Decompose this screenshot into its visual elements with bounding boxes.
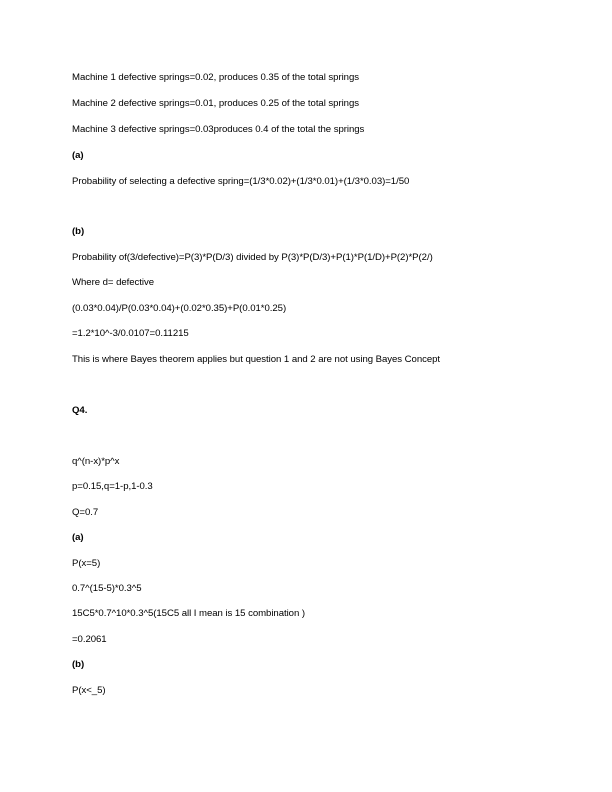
text-line-p-x-equals-5: P(x=5) — [72, 558, 101, 569]
text-line-conditional-probability: Probability of(3/defective)=P(3)*P(D/3) divided by P(3)*P(D/3)+P(1)*P(1/D)+P(2)*P(2/) — [72, 252, 433, 263]
text-line-p-q-values: p=0.15,q=1-p,1-0.3 — [72, 481, 153, 492]
heading-part-a: (a) — [72, 150, 84, 161]
text-line-where-defective: Where d= defective — [72, 277, 155, 288]
text-line-binomial-formula: q^(n-x)*p^x — [72, 456, 120, 467]
text-line-bayes-note: This is where Bayes theorem applies but question 1 and 2 are not using Bayes Concept — [72, 354, 441, 365]
heading-q4: Q4. — [72, 405, 88, 416]
text-line-bayes-result: =1.2*10^-3/0.0107=0.11215 — [72, 328, 189, 339]
text-line-machine-2: Machine 2 defective springs=0.01, produces 0.25 of the total springs — [72, 98, 359, 109]
heading-q4-part-b: (b) — [72, 659, 85, 670]
text-line-combination-expression: 15C5*0.7^10*0.3^5(15C5 all I mean is 15 combination ) — [72, 608, 306, 619]
text-line-probability-defective: Probability of selecting a defective spring=(1/3*0.02)+(1/3*0.01)+(1/3*0.03)=1/50 — [72, 176, 410, 187]
text-line-bayes-formula: (0.03*0.04)/P(0.03*0.04)+(0.02*0.35)+P(0.01*0.25) — [72, 303, 287, 314]
text-line-result: =0.2061 — [72, 634, 107, 645]
text-line-power-expression: 0.7^(15-5)*0.3^5 — [72, 583, 142, 594]
text-line-machine-1: Machine 1 defective springs=0.02, produces 0.35 of the total springs — [72, 72, 359, 83]
heading-q4-part-a: (a) — [72, 532, 84, 543]
text-line-p-x-le-5: P(x<_5) — [72, 685, 106, 696]
text-line-machine-3: Machine 3 defective springs=0.03produces 0.4 of the total the springs — [72, 124, 365, 135]
text-line-q-value: Q=0.7 — [72, 507, 99, 518]
heading-part-b: (b) — [72, 226, 85, 237]
